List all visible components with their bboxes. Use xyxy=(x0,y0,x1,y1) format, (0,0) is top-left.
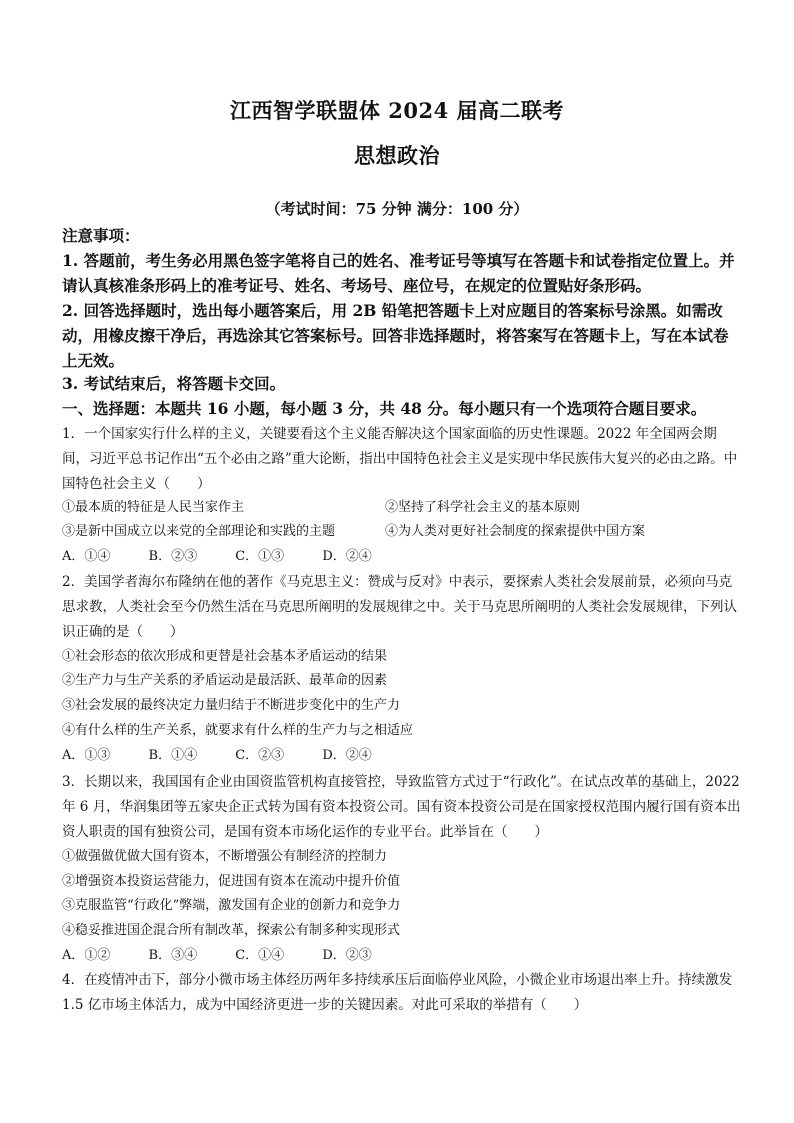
question-2-option-3: ③社会发展的最终决定力量归结于不断进步变化中的生产力 xyxy=(62,698,401,713)
question-2-option-1: ①社会形态的依次形成和更替是社会基本矛盾运动的结果 xyxy=(62,649,388,664)
question-1-option-1: ①最本质的特征是人民当家作主 xyxy=(62,500,245,515)
question-2-answer-c: C．②③ xyxy=(235,748,285,763)
question-2-answers xyxy=(62,744,406,768)
question-2-answer-d: D．②④ xyxy=(322,748,372,763)
exam-info: （考试时间：75 分钟 满分：100 分） xyxy=(265,200,529,218)
question-3-option-4: ④稳妥推进国企混合所有制改革，探索公有制多种实现形式 xyxy=(62,923,401,938)
question-1-option-2: ②坚持了科学社会主义的基本原则 xyxy=(385,500,581,515)
question-3-answer-d: D．②③ xyxy=(322,948,372,963)
question-4-stem: 4．在疫情冲击下，部分小微市场主体经历两年多持续承压后面临停业风险，小微企业市场退出率上升。持续激发 1.5 亿市场主体活力，成为中国经济更进一步的关键因素。对此可采取的举措有（ ） xyxy=(62,972,733,1013)
question-1-answer-d: D．②④ xyxy=(322,549,372,564)
question-1-option-3: ③是新中国成立以来党的全部理论和实践的主题 xyxy=(62,524,336,539)
exam-title: 江西智学联盟体 2024 届高二联考 xyxy=(229,98,565,123)
notice-item-2: 2. 回答选择题时，选出每小题答案后，用 2B 铅笔把答题卡上对应题目的答案标号涂黑。如需改动，用橡皮擦干净后，再选涂其它答案标号。回答非选择题时，将答案写在答题卡上，写在本试卷上无效。 xyxy=(62,301,729,370)
question-1-options-row-2 xyxy=(62,520,742,544)
question-3-answer-c: C．①④ xyxy=(235,948,285,963)
question-1-option-4: ④为人类对更好社会制度的探索提供中国方案 xyxy=(385,524,646,539)
question-3-answer-b: B．③④ xyxy=(148,948,198,963)
question-2-answer-b: B．①④ xyxy=(148,748,198,763)
question-2-answer-a: A．①③ xyxy=(62,748,111,763)
exam-subject: 思想政治 xyxy=(354,143,440,168)
notice-item-3: 3. 考试结束后，将答题卡交回。 xyxy=(62,374,286,393)
question-3-option-1: ①做强做优做大国有资本，不断增强公有制经济的控制力 xyxy=(62,849,388,864)
question-1-answer-b: B．②③ xyxy=(148,549,198,564)
section-heading: 一、选择题：本题共 16 小题，每小题 3 分，共 48 分。每小题只有一个选项符合题目要求。 xyxy=(62,399,707,418)
question-2-option-4: ④有什么样的生产关系，就要求有什么样的生产力与之相适应 xyxy=(62,723,414,738)
notice-item-1: 1. 答题前，考生务必用黑色签字笔将自己的姓名、准考证号等填写在答题卡和试卷指定位置上。并请认真核准条形码上的准考证号、姓名、考场号、座位号，在规定的位置贴好条形码。 xyxy=(62,251,735,295)
question-1-stem: 1．一个国家实行什么样的主义，关键要看这个主义能否解决这个国家面临的历史性课题。2022 年全国两会期间，习近平总书记作出“五个必由之路”重大论断，指出中国特色社会主义是实现中华民族伟大复兴的必由之路。中国特色社会主义（ ） xyxy=(62,426,738,492)
question-3-stem: 3．长期以来，我国国有企业由国资监管机构直接管控，导致监管方式过于“行政化”。在试点改革的基础上，2022 年 6 月，华润集团等五家央企正式转为国有资本投资公司。国有资本投资公司是在国家授权范围内履行国有资本出资人职责的国有独资公司，是国有资本市场化运作的专业平台。此举旨在（ ） xyxy=(62,774,741,840)
question-1-answer-c: C．①③ xyxy=(235,549,285,564)
question-3-answers xyxy=(62,944,406,968)
question-1-answers xyxy=(62,545,406,569)
question-1-options-row-1 xyxy=(62,496,742,520)
question-2-option-2: ②生产力与生产关系的矛盾运动是最活跃、最革命的因素 xyxy=(62,673,388,688)
question-3-option-3: ③克服监管“行政化”弊端，激发国有企业的创新力和竞争力 xyxy=(62,898,401,913)
question-1-answer-a: A．①④ xyxy=(62,549,111,564)
question-3-option-2: ②增强资本投资运营能力，促进国有资本在流动中提升价值 xyxy=(62,874,401,889)
notice-heading: 注意事项： xyxy=(62,226,140,245)
question-2-stem: 2．美国学者海尔布隆纳在他的著作《马克思主义：赞成与反对》中表示，要探索人类社会发展前景，必须向马克思求教，人类社会至今仍然生活在马克思所阐明的发展规律之中。关于马克思所阐明的人类社会发展规律，下列认识正确的是（ ） xyxy=(62,574,737,640)
question-3-answer-a: A．①② xyxy=(62,948,111,963)
